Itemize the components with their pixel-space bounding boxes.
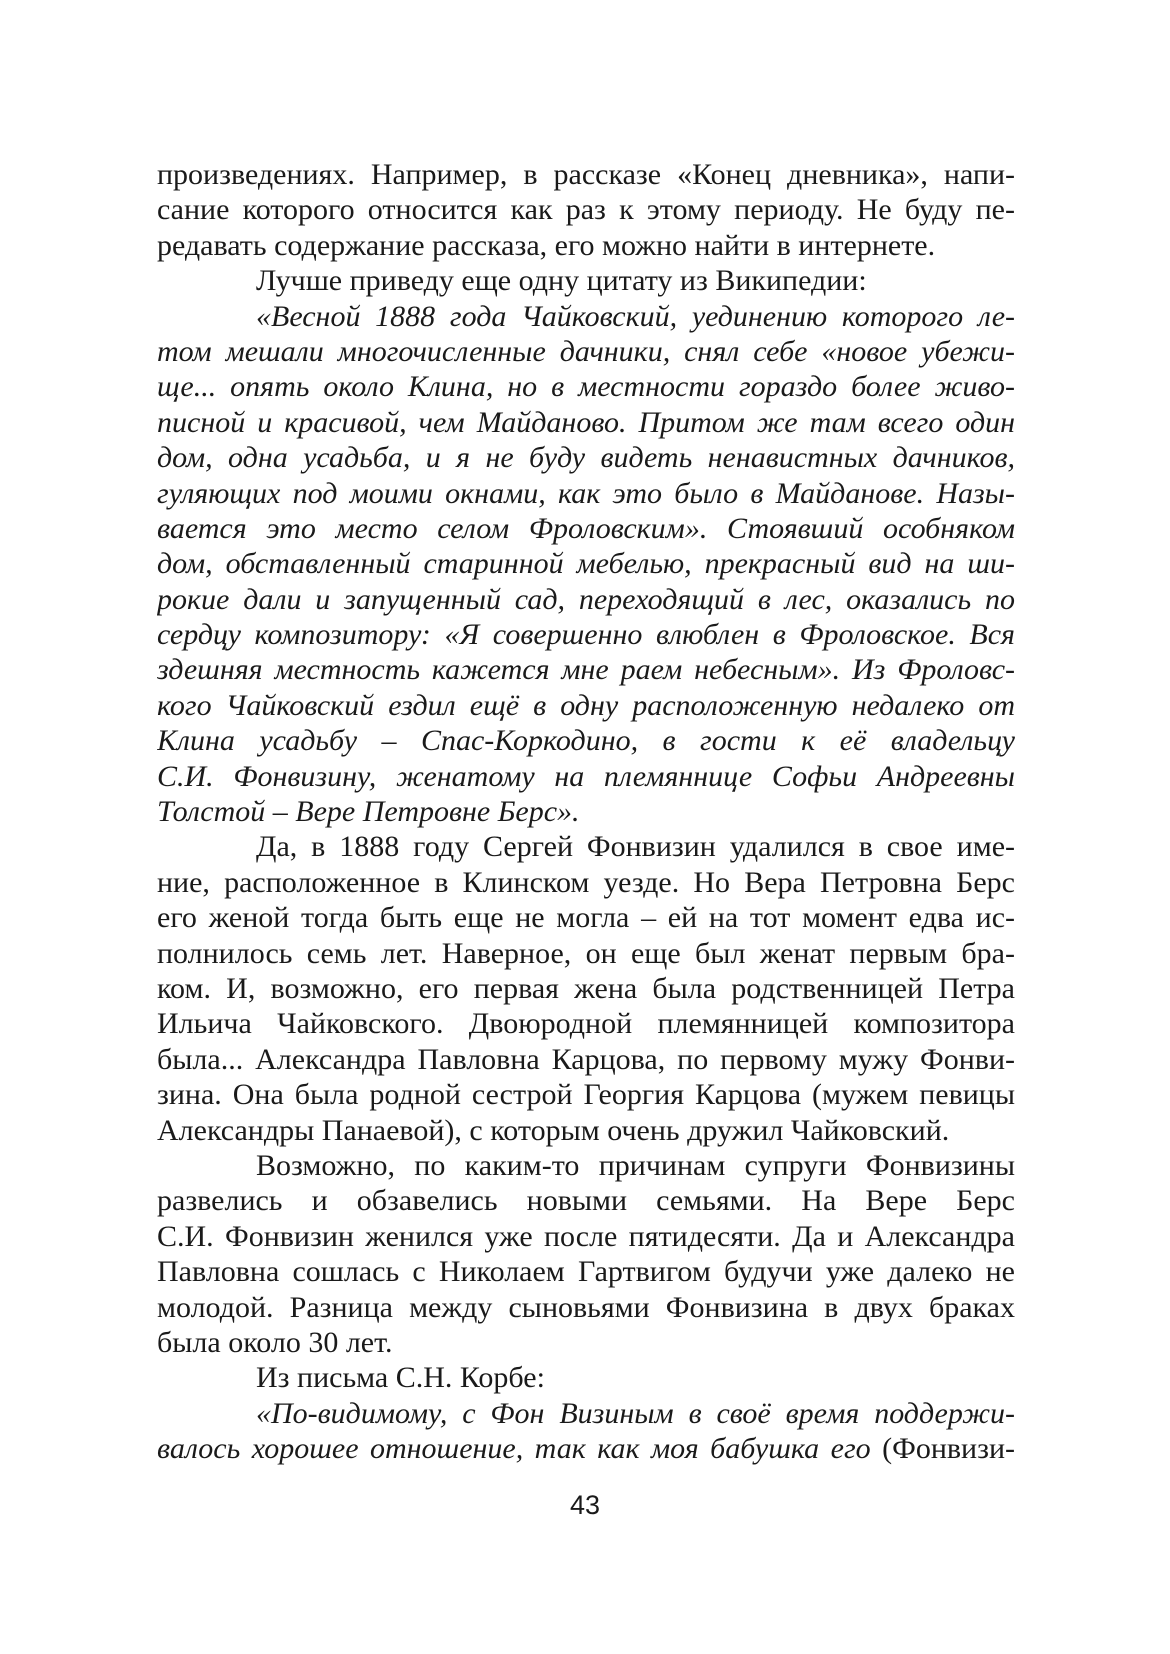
text-line: Возможно, по каким-то причинам супруги Фонвизины: [256, 1148, 1015, 1182]
paragraph: [157, 157, 1015, 263]
text-line: [157, 1431, 1015, 1466]
text-line: вается это место селом Фроловским». Стоявший особняком: [157, 511, 1015, 545]
text-line: кого Чайковский ездил ещё в одну расположенную недалеко от: [157, 688, 1015, 722]
text-line: Лучше приведу еще одну цитату из Википедии:: [256, 264, 867, 298]
text-line: его женой тогда быть еще не могла – ей на тот момент едва ис-: [157, 901, 1015, 935]
paragraph: [157, 1396, 1015, 1467]
text-line: ком. И, возможно, его первая жена была родственницей Петра: [157, 971, 1015, 1005]
text-line: «Весной 1888 года Чайковский, уединению которого ле-: [256, 299, 1015, 333]
text-line: была... Александра Павловна Карцова, по первому мужу Фонви-: [157, 1042, 1015, 1076]
paragraph: [157, 263, 1015, 298]
text-line: Да, в 1888 году Сергей Фонвизин удалился в свое име-: [256, 830, 1015, 864]
text-column: [157, 157, 1015, 1466]
text-line: Ильича Чайковского. Двоюродной племянницей композитора: [157, 1007, 1015, 1041]
text-line: развелись и обзавелись новыми семьями. На Вере Берс: [157, 1184, 1015, 1218]
text-line: сание которого относится как раз к этому периоду. Не буду пе-: [157, 193, 1015, 227]
text-line: Толстой – Вере Петровне Берс».: [157, 795, 580, 829]
paragraph: [157, 299, 1015, 830]
paragraph: [157, 1360, 1015, 1395]
text-line: здешняя местность кажется мне раем небесным». Из Фроловс-: [157, 653, 1015, 687]
text-line: том мешали многочисленные дачники, снял себе «новое убежи-: [157, 334, 1015, 368]
paragraph: [157, 829, 1015, 1148]
paragraph: [157, 1148, 1015, 1360]
text-line: редавать содержание рассказа, его можно найти в интернете.: [157, 228, 936, 262]
roman-run: (Фонвизи-: [882, 1432, 1015, 1466]
text-line: Клина усадьбу – Спас-Коркодино, в гости к её владельцу: [157, 724, 1015, 758]
text-line: писной и красивой, чем Майданово. Притом же там всего один: [157, 405, 1015, 439]
text-line: Павловна сошлась с Николаем Гартвигом будучи уже далеко не: [157, 1255, 1015, 1289]
text-line: молодой. Разница между сыновьями Фонвизина в двух браках: [157, 1290, 1015, 1324]
text-line: ние, расположенное в Клинском уезде. Но Вера Петровна Берс: [157, 865, 1015, 899]
text-line: сердцу композитору: «Я совершенно влюблен в Фроловское. Вся: [157, 618, 1015, 652]
page-body: [157, 157, 1015, 1466]
text-line: Из письма С.Н. Корбе:: [256, 1361, 545, 1395]
text-line: произведениях. Например, в рассказе «Конец дневника», напи-: [157, 158, 1015, 191]
text-line: гуляющих под моими окнами, как это было в Майданове. Назы-: [157, 476, 1015, 510]
text-line: Александры Панаевой), с которым очень дружил Чайковский.: [157, 1113, 950, 1147]
text-line: С.И. Фонвизину, женатому на племяннице Софьи Андреевны: [157, 759, 1015, 793]
text-line: С.И. Фонвизин женился уже после пятидесяти. Да и Александра: [157, 1219, 1015, 1253]
italic-run: валось хорошее отношение, так как моя бабушка его: [157, 1432, 883, 1466]
text-line: дом, одна усадьба, и я не буду видеть ненавистных дачников,: [157, 441, 1015, 475]
text-line: зина. Она была родной сестрой Георгия Карцова (мужем певицы: [157, 1078, 1015, 1112]
text-line: «По-видимому, с Фон Визиным в своё время поддержи-: [256, 1396, 1015, 1430]
text-line: полнилось семь лет. Наверное, он еще был женат первым бра-: [157, 936, 1015, 970]
text-line: рокие дали и запущенный сад, переходящий в лес, оказались по: [157, 582, 1015, 616]
text-line: ще... опять около Клина, но в местности гораздо более живо-: [157, 370, 1015, 404]
text-line: была около 30 лет.: [157, 1325, 393, 1359]
page-number: 43: [569, 1490, 601, 1520]
text-line: дом, обставленный старинной мебелью, прекрасный вид на ши-: [157, 547, 1015, 581]
